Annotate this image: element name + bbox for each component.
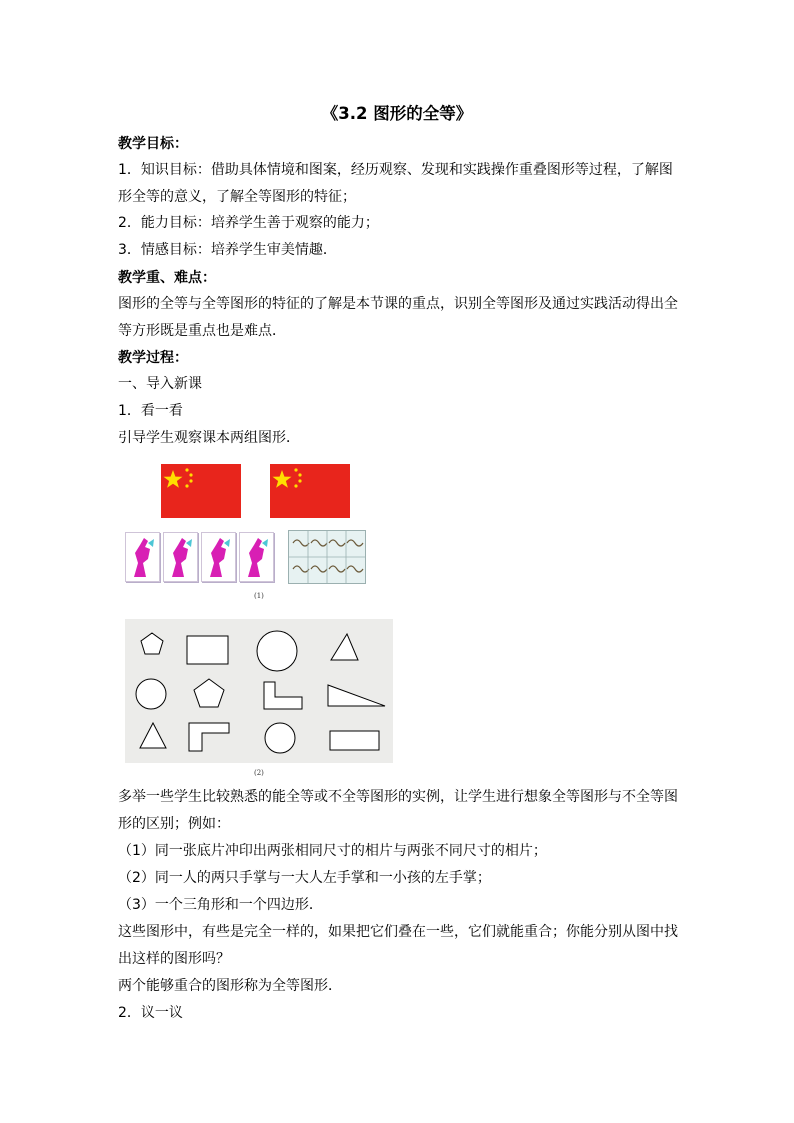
right-triangle-shape bbox=[328, 685, 385, 706]
step-1-heading: 1．看一看 bbox=[118, 403, 183, 419]
objectives-heading: 教学目标： bbox=[118, 136, 188, 152]
flag-stars-icon bbox=[270, 464, 350, 518]
figure-card-1 bbox=[125, 532, 160, 582]
triangle-shape bbox=[140, 723, 166, 748]
triangle-shape bbox=[331, 634, 358, 660]
key-points-heading: 教学重、难点： bbox=[118, 270, 216, 286]
step-1-text: 引导学生观察课本两组图形． bbox=[118, 430, 300, 446]
rectangle-shape bbox=[330, 731, 379, 750]
figure-card-4 bbox=[239, 532, 274, 582]
shapes-panel bbox=[125, 619, 393, 763]
pattern-tile-image bbox=[288, 530, 366, 584]
figure-card-3 bbox=[201, 532, 236, 582]
paragraph-1-line-2: 形的区别；例如： bbox=[118, 816, 230, 832]
flag-image-2 bbox=[270, 464, 350, 518]
paragraph-1-line-1: 多举一些学生比较熟悉的能全等或不全等图形的实例，让学生进行想象全等图形与不全等图 bbox=[118, 789, 678, 805]
paragraph-2-line-2: 出这样的图形吗？ bbox=[118, 951, 230, 967]
part-1-heading: 一、导入新课 bbox=[118, 376, 202, 392]
step-2-heading: 2．议一议 bbox=[118, 1005, 183, 1021]
figure-card-2 bbox=[163, 532, 198, 582]
definition-text: 两个能够重合的图形称为全等图形． bbox=[118, 978, 342, 994]
figure-2-caption: (2) bbox=[254, 769, 264, 777]
objective-1-line-2: 形全等的意义，了解全等图形的特征； bbox=[118, 189, 356, 205]
figure-1-caption: (1) bbox=[254, 592, 264, 600]
dancer-figure-icon bbox=[202, 533, 235, 581]
swirl-pattern-icon bbox=[289, 531, 365, 583]
rectangle-shape bbox=[187, 636, 228, 664]
page-title: 《3.2 图形的全等》 bbox=[321, 104, 473, 123]
pentagon-shape bbox=[141, 633, 163, 654]
key-points-line-2: 等方形既是重点也是难点． bbox=[118, 323, 286, 339]
circle-shape bbox=[136, 679, 166, 709]
objective-1-line-1: 1．知识目标：借助具体情境和图案，经历观察、发现和实践操作重叠图形等过程，了解图 bbox=[118, 162, 673, 178]
key-points-line-1: 图形的全等与全等图形的特征的了解是本节课的重点，识别全等图形及通过实践活动得出全 bbox=[118, 296, 678, 312]
circle-shape bbox=[265, 723, 295, 753]
example-item-2: （2）同一人的两只手掌与一大人左手掌和一小孩的左手掌； bbox=[118, 870, 491, 886]
circle-shape bbox=[257, 631, 297, 671]
l-shape bbox=[264, 682, 302, 709]
process-heading: 教学过程： bbox=[118, 350, 188, 366]
flag-stars-icon bbox=[161, 464, 241, 518]
example-item-1: （1）同一张底片冲印出两张相同尺寸的相片与两张不同尺寸的相片； bbox=[118, 843, 547, 859]
paragraph-2-line-1: 这些图形中，有些是完全一样的，如果把它们叠在一些，它们就能重合；你能分别从图中找 bbox=[118, 924, 678, 940]
dancer-figure-icon bbox=[126, 533, 159, 581]
l-shape bbox=[189, 723, 229, 751]
dancer-figure-icon bbox=[164, 533, 197, 581]
flag-image-1 bbox=[161, 464, 241, 518]
objective-2: 2．能力目标：培养学生善于观察的能力； bbox=[118, 215, 379, 231]
example-item-3: （3）一个三角形和一个四边形． bbox=[118, 897, 323, 913]
dancer-figure-icon bbox=[240, 533, 273, 581]
pentagon-shape bbox=[194, 679, 224, 707]
objective-3: 3．情感目标：培养学生审美情趣． bbox=[118, 242, 337, 258]
